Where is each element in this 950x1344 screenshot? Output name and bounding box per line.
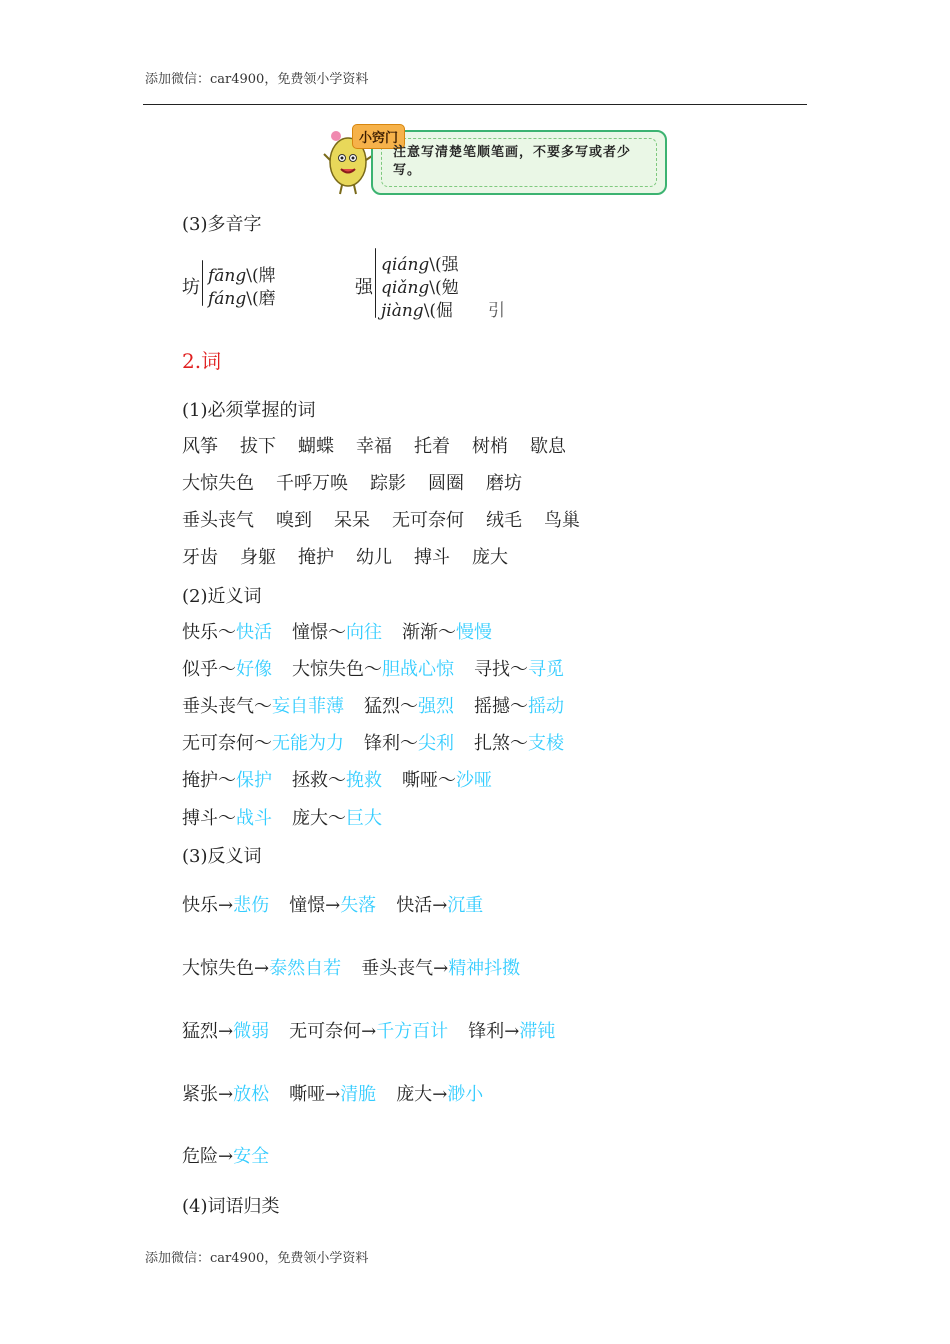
synonym-separator: ～ bbox=[328, 808, 346, 829]
word-item: 呆呆 bbox=[334, 510, 370, 531]
word-item: 绒毛 bbox=[486, 510, 522, 531]
synonym-answer: 慢慢 bbox=[456, 622, 492, 643]
antonym-separator: → bbox=[325, 1084, 341, 1105]
word-item: 千呼万唤 bbox=[276, 473, 348, 494]
section-title: 2.词 bbox=[182, 349, 222, 373]
synonym-separator: ～ bbox=[218, 659, 236, 680]
antonym-separator: → bbox=[433, 958, 449, 979]
synonym-separator: ～ bbox=[218, 808, 236, 829]
synonym-word: 无可奈何 bbox=[182, 733, 254, 754]
reading-word: \(勉 bbox=[429, 278, 459, 298]
synonym-separator: ～ bbox=[400, 733, 418, 754]
synonym-answer: 保护 bbox=[236, 770, 272, 791]
antonym-pair bbox=[182, 958, 341, 979]
antonym-separator: → bbox=[325, 895, 341, 916]
polyphonic-brace bbox=[202, 260, 203, 306]
synonym-word: 庞大 bbox=[292, 808, 328, 829]
synonym-separator: ～ bbox=[400, 696, 418, 717]
antonym-separator: → bbox=[361, 1021, 377, 1042]
synonym-word: 渐渐 bbox=[402, 622, 438, 643]
antonym-answer: 微弱 bbox=[233, 1021, 270, 1042]
synonym-word: 扎煞 bbox=[474, 733, 510, 754]
antonym-pair bbox=[396, 895, 483, 916]
word-item: 风筝 bbox=[182, 436, 218, 457]
antonym-answer: 放松 bbox=[233, 1084, 270, 1105]
antonym-word: 无可奈何 bbox=[289, 1021, 362, 1042]
antonym-pair bbox=[182, 1021, 269, 1042]
synonym-word: 似乎 bbox=[182, 659, 218, 680]
antonym-separator: → bbox=[432, 895, 448, 916]
synonym-separator: ～ bbox=[510, 733, 528, 754]
synonym-pair bbox=[292, 659, 454, 680]
antonyms-heading: (3)反义词 bbox=[182, 846, 262, 867]
polyphonic-char-fang: 坊 bbox=[182, 277, 200, 298]
antonym-word: 快活 bbox=[396, 895, 433, 916]
antonym-row bbox=[182, 1142, 289, 1168]
synonym-pair bbox=[402, 622, 492, 643]
synonym-separator: ～ bbox=[364, 659, 382, 680]
synonym-answer: 摇动 bbox=[528, 696, 564, 717]
must-words-heading: (1)必须掌握的词 bbox=[182, 400, 316, 421]
word-item: 掩护 bbox=[298, 547, 334, 568]
word-item: 歇息 bbox=[530, 436, 566, 457]
synonym-row bbox=[182, 766, 512, 792]
synonym-word: 摇撼 bbox=[474, 696, 510, 717]
pinyin: fāng bbox=[208, 266, 247, 286]
synonym-answer: 无能为力 bbox=[272, 733, 344, 754]
synonym-answer: 沙哑 bbox=[456, 770, 492, 791]
word-item: 幸福 bbox=[356, 436, 392, 457]
synonym-pair bbox=[474, 733, 564, 754]
synonym-word: 锋利 bbox=[364, 733, 400, 754]
synonym-answer: 强烈 bbox=[418, 696, 454, 717]
antonym-row bbox=[182, 1080, 503, 1106]
pinyin: qiáng bbox=[381, 255, 430, 275]
antonym-answer: 失落 bbox=[340, 895, 377, 916]
synonym-separator: ～ bbox=[218, 622, 236, 643]
word-item: 拔下 bbox=[240, 436, 276, 457]
reading-word: \(强 bbox=[429, 255, 459, 275]
word-row bbox=[182, 506, 602, 532]
antonym-answer: 安全 bbox=[233, 1146, 270, 1167]
polyphonic-reading bbox=[381, 250, 459, 275]
antonym-word: 猛烈 bbox=[182, 1021, 218, 1042]
antonym-word: 庞大 bbox=[396, 1084, 433, 1105]
word-item: 垂头丧气 bbox=[182, 510, 254, 531]
synonym-row bbox=[182, 655, 584, 681]
antonym-pair bbox=[289, 895, 376, 916]
antonym-separator: → bbox=[254, 958, 270, 979]
antonym-word: 嘶哑 bbox=[289, 1084, 326, 1105]
synonym-separator: ～ bbox=[438, 622, 456, 643]
antonym-row bbox=[182, 954, 540, 980]
word-item: 蝴蝶 bbox=[298, 436, 334, 457]
synonym-separator: ～ bbox=[510, 659, 528, 680]
header-text: 添加微信：car4900，免费领小学资料 bbox=[145, 72, 369, 87]
synonym-pair bbox=[474, 659, 564, 680]
antonym-word: 垂头丧气 bbox=[361, 958, 434, 979]
polyphonic-reading bbox=[208, 284, 276, 309]
polyphonic-brace bbox=[375, 248, 376, 318]
synonym-answer: 挽救 bbox=[346, 770, 382, 791]
synonym-separator: ～ bbox=[254, 733, 272, 754]
synonym-row bbox=[182, 729, 584, 755]
word-item: 身躯 bbox=[240, 547, 276, 568]
antonym-word: 危险 bbox=[182, 1146, 218, 1167]
synonym-answer: 支棱 bbox=[528, 733, 564, 754]
polyphonic-char-qiang: 强 bbox=[355, 277, 373, 298]
synonym-pair bbox=[292, 622, 382, 643]
synonym-row bbox=[182, 692, 584, 718]
synonym-pair bbox=[182, 770, 272, 791]
synonym-answer: 胆战心惊 bbox=[382, 659, 454, 680]
antonym-answer: 清脆 bbox=[340, 1084, 377, 1105]
word-item: 搏斗 bbox=[414, 547, 450, 568]
antonym-pair bbox=[182, 1084, 269, 1105]
word-item: 牙齿 bbox=[182, 547, 218, 568]
synonym-separator: ～ bbox=[328, 770, 346, 791]
antonym-answer: 沉重 bbox=[447, 895, 484, 916]
word-item: 幼儿 bbox=[356, 547, 392, 568]
polyphonic-reading bbox=[208, 261, 276, 286]
synonym-answer: 战斗 bbox=[236, 808, 272, 829]
antonym-pair bbox=[468, 1021, 555, 1042]
synonym-pair bbox=[182, 622, 272, 643]
antonym-word: 快乐 bbox=[182, 895, 218, 916]
synonym-word: 憧憬 bbox=[292, 622, 328, 643]
word-item: 托着 bbox=[414, 436, 450, 457]
classify-heading: (4)词语归类 bbox=[182, 1196, 280, 1217]
synonym-word: 寻找 bbox=[474, 659, 510, 680]
antonym-answer: 悲伤 bbox=[233, 895, 270, 916]
synonym-separator: ～ bbox=[218, 770, 236, 791]
synonym-word: 大惊失色 bbox=[292, 659, 364, 680]
synonym-word: 猛烈 bbox=[364, 696, 400, 717]
synonym-pair bbox=[182, 733, 344, 754]
synonym-pair bbox=[474, 696, 564, 717]
antonym-answer: 千方百计 bbox=[376, 1021, 449, 1042]
word-item: 磨坊 bbox=[486, 473, 522, 494]
synonym-word: 搏斗 bbox=[182, 808, 218, 829]
antonym-pair bbox=[396, 1084, 483, 1105]
synonym-answer: 寻觅 bbox=[528, 659, 564, 680]
synonym-answer: 尖利 bbox=[418, 733, 454, 754]
polyphonic-reading bbox=[381, 296, 453, 321]
antonym-separator: → bbox=[218, 1084, 234, 1105]
tip-label: 小窍门 bbox=[352, 124, 405, 149]
antonym-answer: 滞钝 bbox=[519, 1021, 556, 1042]
word-item: 圆圈 bbox=[428, 473, 464, 494]
synonym-pair bbox=[364, 733, 454, 754]
synonym-pair bbox=[182, 659, 272, 680]
pinyin: jiàng bbox=[381, 301, 424, 321]
pinyin: qiǎng bbox=[381, 278, 430, 298]
synonym-answer: 巨大 bbox=[346, 808, 382, 829]
antonym-word: 憧憬 bbox=[289, 895, 326, 916]
antonym-row bbox=[182, 891, 503, 917]
polyphonic-extra: 引 bbox=[488, 301, 505, 321]
antonym-row bbox=[182, 1017, 575, 1043]
synonym-row bbox=[182, 618, 512, 644]
word-item: 树梢 bbox=[472, 436, 508, 457]
synonym-row bbox=[182, 804, 402, 830]
polyphonic-reading bbox=[381, 273, 459, 298]
tip-text: 注意写清楚笔顺笔画，不要多写或者少写。 bbox=[393, 145, 632, 178]
synonym-answer: 快活 bbox=[236, 622, 272, 643]
antonym-pair bbox=[289, 1021, 448, 1042]
antonym-separator: → bbox=[504, 1021, 520, 1042]
antonym-answer: 渺小 bbox=[447, 1084, 484, 1105]
synonym-pair bbox=[292, 770, 382, 791]
synonym-word: 垂头丧气 bbox=[182, 696, 254, 717]
synonym-answer: 妄自菲薄 bbox=[272, 696, 344, 717]
antonym-separator: → bbox=[432, 1084, 448, 1105]
synonym-pair bbox=[292, 808, 382, 829]
synonym-word: 嘶哑 bbox=[402, 770, 438, 791]
antonym-pair bbox=[361, 958, 520, 979]
antonym-word: 大惊失色 bbox=[182, 958, 254, 979]
word-row bbox=[182, 432, 588, 458]
reading-word: \(磨 bbox=[246, 289, 276, 309]
synonym-word: 快乐 bbox=[182, 622, 218, 643]
synonyms-heading: (2)近义词 bbox=[182, 586, 262, 607]
antonym-answer: 泰然自若 bbox=[269, 958, 342, 979]
word-row bbox=[182, 469, 544, 495]
word-item: 大惊失色 bbox=[182, 473, 254, 494]
synonym-pair bbox=[182, 808, 272, 829]
pinyin: fáng bbox=[208, 289, 247, 309]
reading-word: \(牌 bbox=[246, 266, 276, 286]
word-item: 嗅到 bbox=[276, 510, 312, 531]
synonym-separator: ～ bbox=[438, 770, 456, 791]
antonym-answer: 精神抖擞 bbox=[448, 958, 521, 979]
antonym-separator: → bbox=[218, 1021, 234, 1042]
antonym-pair bbox=[182, 895, 269, 916]
word-item: 鸟巢 bbox=[544, 510, 580, 531]
antonym-separator: → bbox=[218, 895, 234, 916]
synonym-word: 掩护 bbox=[182, 770, 218, 791]
footer-text: 添加微信：car4900，免费领小学资料 bbox=[145, 1251, 369, 1266]
synonym-word: 拯救 bbox=[292, 770, 328, 791]
antonym-separator: → bbox=[218, 1146, 234, 1167]
synonym-separator: ～ bbox=[254, 696, 272, 717]
antonym-pair bbox=[182, 1146, 269, 1167]
antonym-pair bbox=[289, 1084, 376, 1105]
word-row bbox=[182, 543, 530, 569]
word-item: 庞大 bbox=[472, 547, 508, 568]
synonym-pair bbox=[182, 696, 344, 717]
synonym-separator: ～ bbox=[328, 622, 346, 643]
synonym-pair bbox=[364, 696, 454, 717]
reading-word: \(倔 bbox=[423, 301, 454, 321]
word-item: 踪影 bbox=[370, 473, 406, 494]
polyphonic-heading: (3)多音字 bbox=[182, 214, 262, 235]
word-item: 无可奈何 bbox=[392, 510, 464, 531]
synonym-answer: 好像 bbox=[236, 659, 272, 680]
synonym-pair bbox=[402, 770, 492, 791]
synonym-answer: 向往 bbox=[346, 622, 382, 643]
header-divider bbox=[143, 104, 807, 105]
synonym-separator: ～ bbox=[510, 696, 528, 717]
antonym-word: 锋利 bbox=[468, 1021, 505, 1042]
antonym-word: 紧张 bbox=[182, 1084, 218, 1105]
